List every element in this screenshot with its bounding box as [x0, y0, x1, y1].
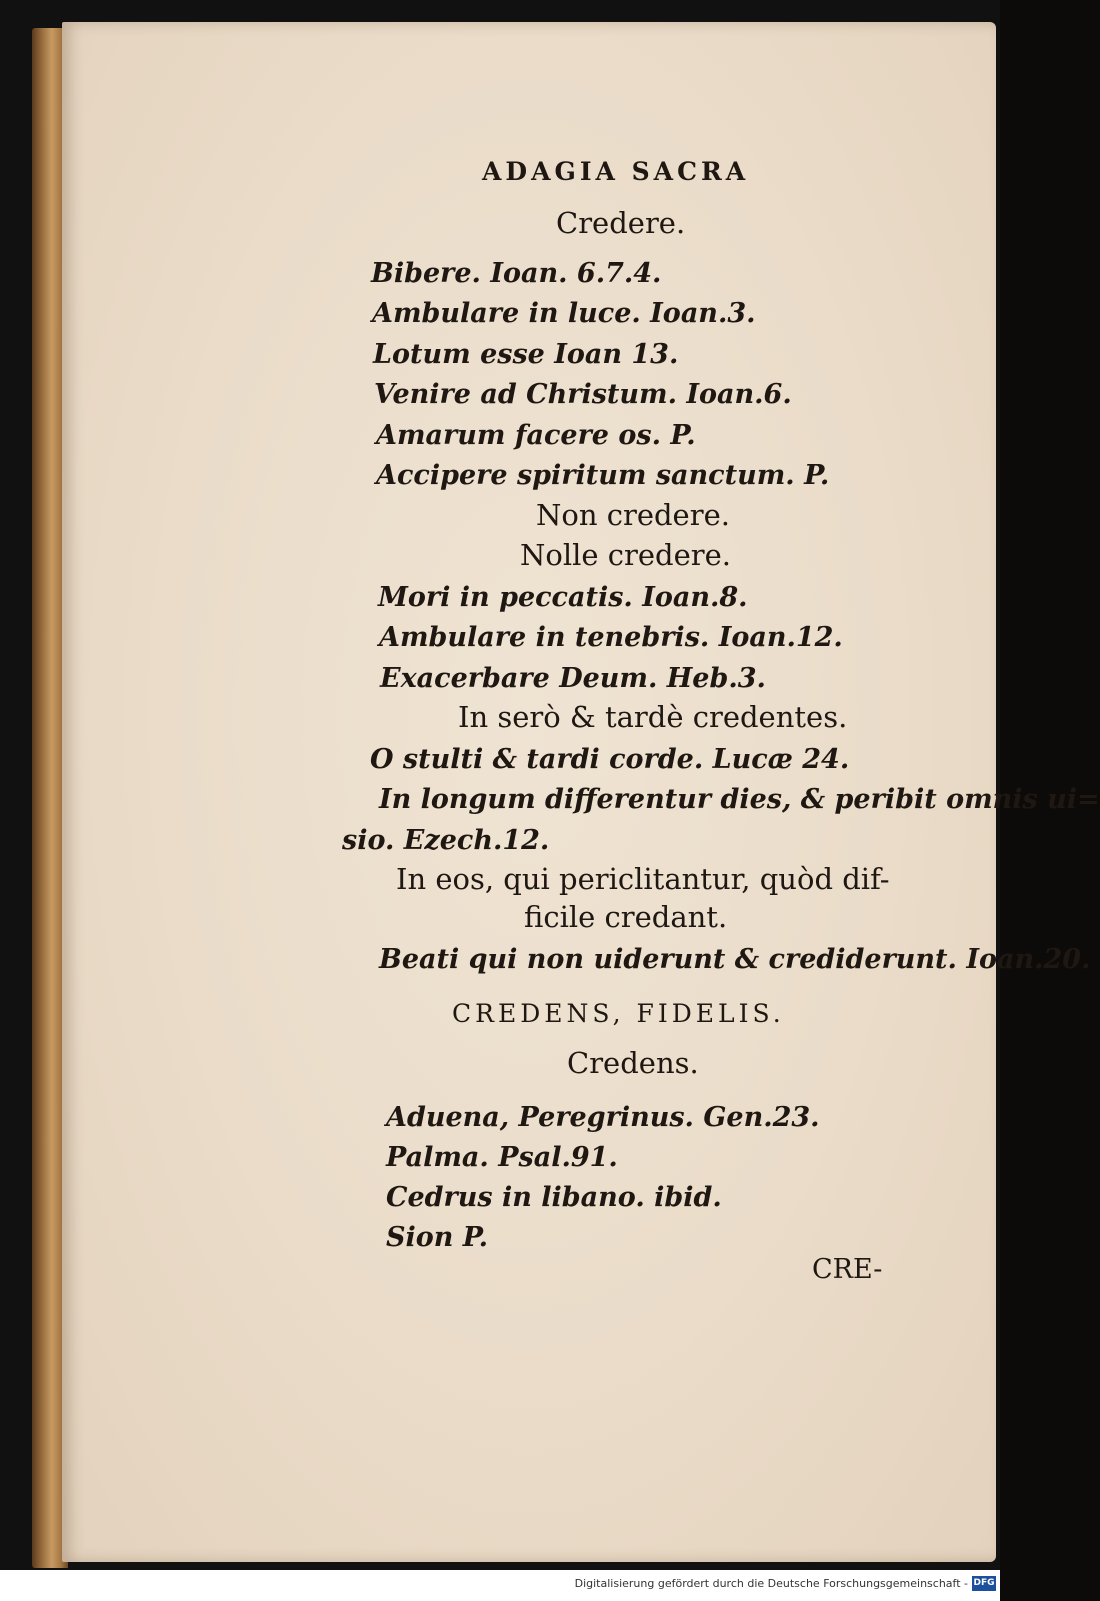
entry-line: Cedrus in libano. ibid.: [386, 1182, 722, 1213]
entry-line: sio. Ezech.12.: [342, 825, 550, 856]
entry-line: O stulti & tardi corde. Lucæ 24.: [370, 744, 850, 775]
chapter-subheading: Credens.: [567, 1046, 699, 1080]
entry-line: Accipere spiritum sanctum. P.: [376, 460, 830, 491]
dfg-logo: DFG: [972, 1576, 996, 1591]
chapter-title: CREDENS, FIDELIS.: [452, 999, 785, 1028]
entry-line: Ambulare in tenebris. Ioan.12.: [379, 622, 843, 653]
entry-line: Ambulare in luce. Ioan.3.: [372, 298, 756, 329]
section-subheading: Nolle credere.: [520, 538, 732, 572]
catchword: CRE-: [812, 1254, 883, 1285]
entry-line: Aduena, Peregrinus. Gen.23.: [386, 1102, 820, 1133]
entry-line: Amarum facere os. P.: [376, 420, 696, 451]
entry-line: Venire ad Christum. Ioan.6.: [374, 379, 792, 410]
digitization-footer: [0, 1570, 1000, 1601]
entry-line: Palma. Psal.91.: [386, 1142, 618, 1173]
section-heading: In eos, qui periclitantur, quòd dif-: [396, 862, 890, 896]
entry-line: Mori in peccatis. Ioan.8.: [378, 582, 748, 613]
entry-line: Bibere. Ioan. 6.7.4.: [371, 258, 662, 289]
section-heading: Credere.: [556, 206, 686, 240]
footer-credit-text: Digitalisierung gefördert durch die Deutsche Forschungsgemeinschaft -: [574, 1577, 968, 1590]
entry-line: Lotum esse Ioan 13.: [373, 339, 679, 370]
entry-line: Beati qui non uiderunt & crediderunt. Ioan.20.: [379, 944, 1091, 975]
section-heading: Non credere.: [536, 498, 730, 532]
entry-line: Sion P.: [386, 1222, 489, 1253]
running-head: ADAGIA SACRA: [482, 157, 750, 186]
entry-line: Exacerbare Deum. Heb.3.: [380, 663, 766, 694]
section-heading: In serò & tardè credentes.: [458, 700, 848, 734]
entry-line: In longum differentur dies, & peribit omnis ui=: [379, 784, 1100, 815]
book-page: [62, 22, 1100, 1562]
section-heading-continued: ficile credant.: [524, 900, 728, 934]
